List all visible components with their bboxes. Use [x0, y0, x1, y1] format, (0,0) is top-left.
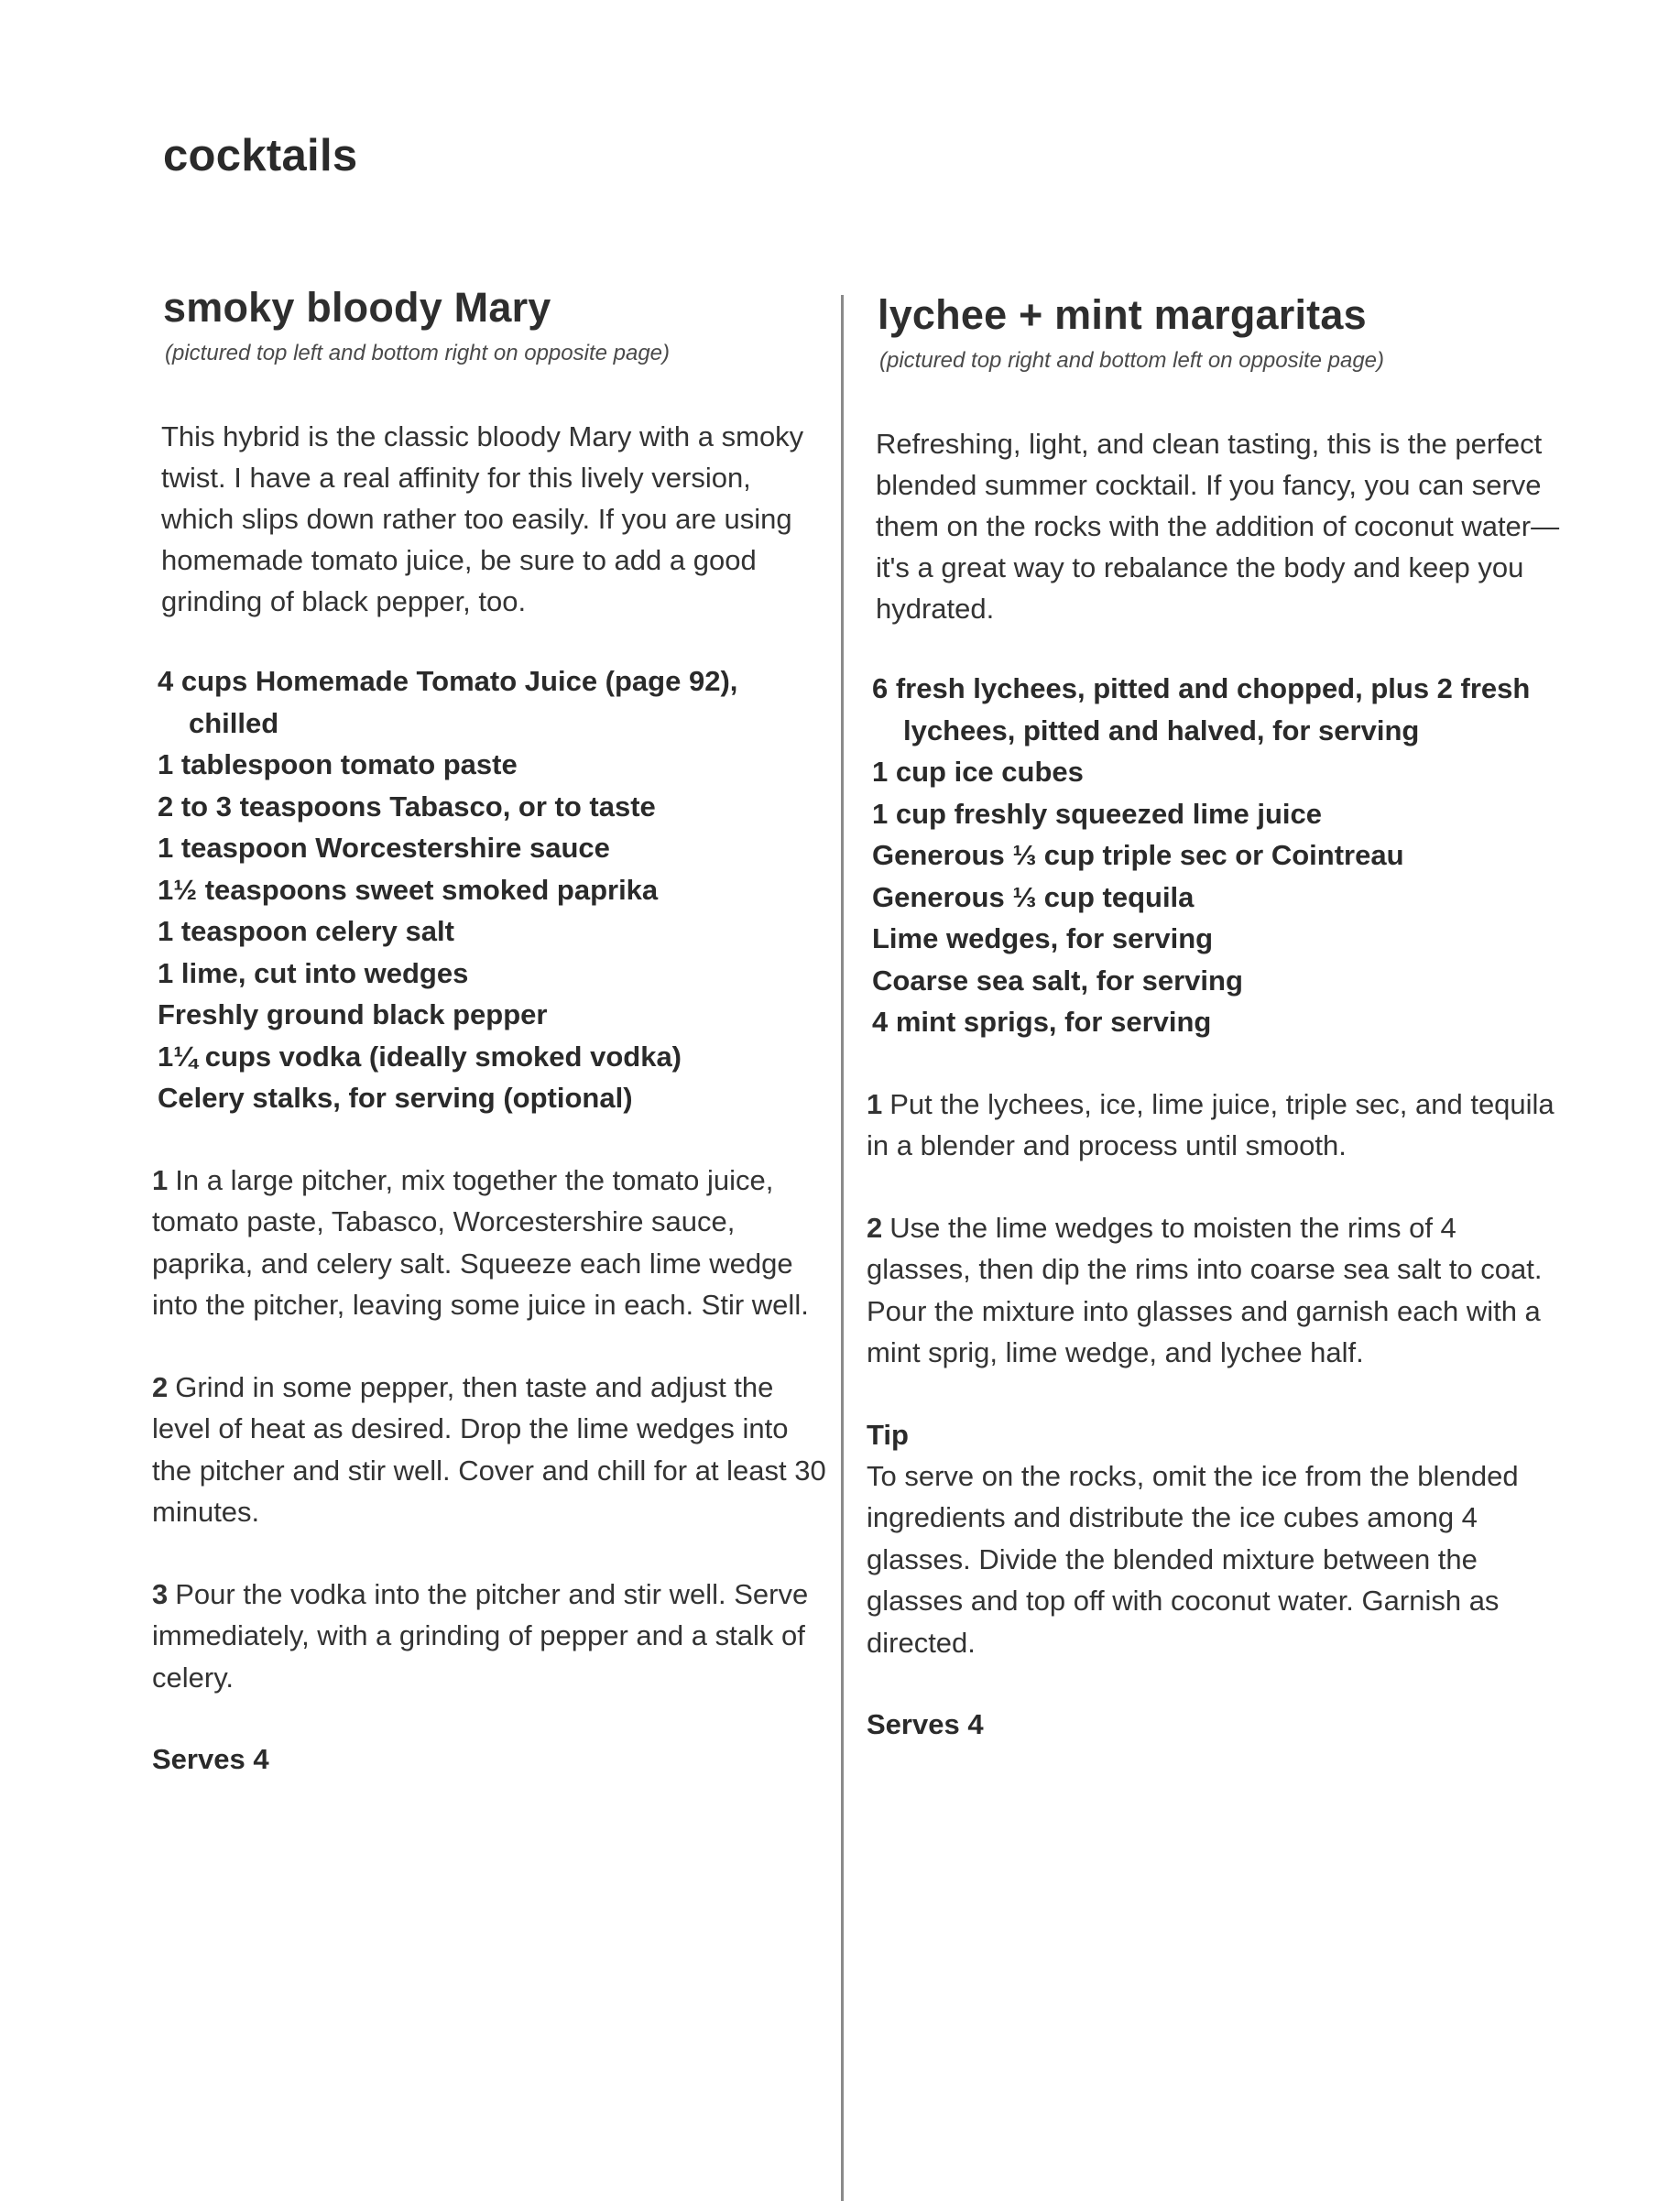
- step-number: 1: [152, 1163, 169, 1196]
- serves-label: Serves 4: [867, 1708, 984, 1740]
- step-number: 3: [152, 1577, 169, 1610]
- method-step: [867, 1084, 1563, 1167]
- ingredient-item: 1 teaspoon celery salt: [158, 915, 454, 947]
- ingredient-item: 1 cup ice cubes: [872, 756, 1084, 788]
- method-step: [152, 1367, 830, 1533]
- tip-text: To serve on the rocks, omit the ice from the blended ingredients and distribute the ice cubes among 4 glasses. Divide the blended mixture between the glasses and top off with coconut water. Garnish as directed.: [867, 1459, 1519, 1659]
- serves-label: Serves 4: [152, 1743, 269, 1775]
- step-text: Put the lychees, ice, lime juice, triple sec, and tequila in a blender and process until smooth.: [867, 1087, 1555, 1161]
- column-divider: [841, 295, 844, 2201]
- page-title: cocktails: [163, 131, 358, 180]
- recipe-intro: Refreshing, light, and clean tasting, this is the perfect blended summer cocktail. If you fancy, you can serve them on the rocks with the addition of coconut water—it's a great way to rebalance the body and keep you hydrated.: [876, 428, 1560, 625]
- ingredient-item: Lime wedges, for serving: [872, 922, 1214, 954]
- ingredient-list: [158, 660, 830, 1119]
- recipe-lychee-mint-margaritas: [867, 291, 1563, 1745]
- step-text: Use the lime wedges to moisten the rims of 4 glasses, then dip the rims into coarse sea salt to coat. Pour the mixture into glasses and garnish each with a mint sprig, lime wedge, and lychee half.: [867, 1211, 1543, 1368]
- step-number: 1: [867, 1087, 883, 1120]
- ingredient-item: 6 fresh lychees, pitted and chopped, plus 2 fresh lychees, pitted and halved, for serving: [872, 672, 1531, 746]
- method-step: [152, 1160, 830, 1326]
- recipe-title: smoky bloody Mary: [163, 284, 551, 331]
- step-text: Pour the vodka into the pitcher and stir well. Serve immediately, with a grinding of pepper and a stalk of celery.: [152, 1577, 809, 1694]
- recipe-title: lychee + mint margaritas: [878, 291, 1367, 338]
- ingredient-item: 1½ teaspoons sweet smoked paprika: [158, 873, 659, 906]
- ingredient-item: 1 tablespoon tomato paste: [158, 748, 518, 780]
- ingredient-item: Generous ⅓ cup triple sec or Cointreau: [872, 839, 1404, 871]
- recipe-intro: This hybrid is the classic bloody Mary with a smoky twist. I have a real affinity for this lively version, which slips down rather too easily. If you are using homemade tomato juice, be sure to add a good grinding of black pepper, too.: [161, 420, 804, 617]
- recipe-subtitle: (pictured top left and bottom right on opposite page): [165, 341, 671, 365]
- ingredient-item: Freshly ground black pepper: [158, 998, 548, 1030]
- method-step: [152, 1574, 830, 1699]
- step-text: Grind in some pepper, then taste and adjust the level of heat as desired. Drop the lime wedges into the pitcher and stir well. Cover and chill for at least 30 minutes.: [152, 1370, 826, 1528]
- recipe-subtitle: (pictured top right and bottom left on opposite page): [879, 348, 1385, 373]
- ingredient-list: [872, 668, 1563, 1043]
- ingredient-item: 1 teaspoon Worcestershire sauce: [158, 832, 610, 864]
- ingredient-item: 1 lime, cut into wedges: [158, 956, 469, 989]
- ingredient-item: Coarse sea salt, for serving: [872, 964, 1243, 997]
- ingredient-item: 2 to 3 teaspoons Tabasco, or to taste: [158, 790, 656, 823]
- ingredient-item: 4 mint sprigs, for serving: [872, 1006, 1212, 1038]
- step-number: 2: [152, 1370, 169, 1403]
- ingredient-item: 4 cups Homemade Tomato Juice (page 92), chilled: [158, 665, 738, 739]
- method-step: [867, 1207, 1563, 1374]
- tip-heading: Tip: [867, 1418, 909, 1451]
- ingredient-item: 1¼ cups vodka (ideally smoked vodka): [158, 1040, 682, 1073]
- ingredient-item: 1 cup freshly squeezed lime juice: [872, 797, 1323, 830]
- ingredient-item: Generous ⅓ cup tequila: [872, 880, 1195, 913]
- step-text: In a large pitcher, mix together the tomato juice, tomato paste, Tabasco, Worcestershire sauce, paprika, and celery salt. Squeeze each lime wedge into the pitcher, leaving some juice in each. Stir well.: [152, 1163, 809, 1321]
- ingredient-item: Celery stalks, for serving (optional): [158, 1082, 633, 1114]
- recipe-smoky-bloody-mary: [152, 284, 830, 1780]
- step-number: 2: [867, 1211, 883, 1244]
